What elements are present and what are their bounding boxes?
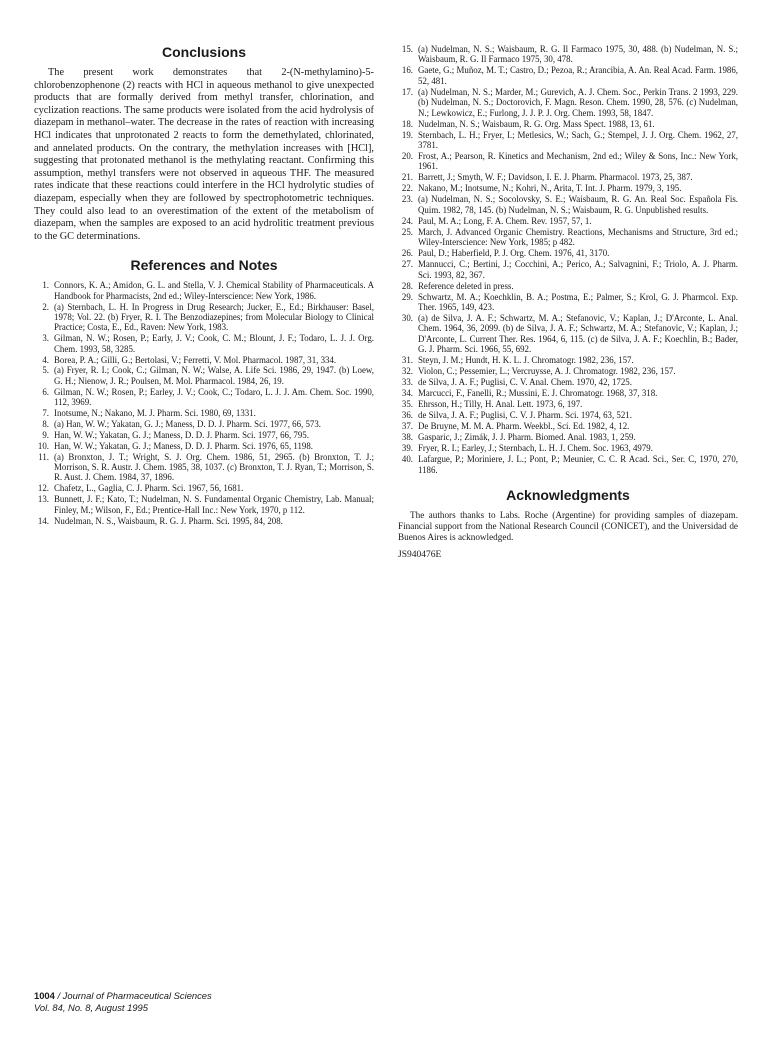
reference-item [398, 292, 738, 313]
reference-text: Lafargue, P.; Moriniere, J. L.; Pont, P.; Meunier, C. C. R Acad. Sci., Ser. C, 1970, 270, 1186. [418, 454, 738, 475]
reference-number: 15. [401, 44, 413, 54]
reference-item [398, 443, 738, 453]
reference-text: Han, W. W.; Yakatan, G. J.; Maness, D. D. J. Pharm. Sci. 1976, 65, 1198. [54, 440, 314, 451]
reference-text: Barrett, J.; Smyth, W. F.; Davidson, I. E. J. Pharm. Pharmacol. 1973, 25, 387. [418, 172, 693, 183]
reference-text: Ehrsson, H.; Tilly, H. Anal. Lett. 1973, 6, 197. [418, 399, 583, 410]
reference-number: 2. [42, 301, 49, 312]
reference-number: 18. [401, 118, 413, 129]
reference-text: Connors, K. A.; Amidon, G. L. and Stella, V. J. Chemical Stability of Pharmaceuticals. A Handbook for Pharmacists, 2nd ed.; Wiley-Interscience: New York, 1986. [54, 280, 374, 301]
reference-item [398, 281, 738, 291]
reference-number: 19. [401, 129, 413, 140]
reference-number: 4. [42, 354, 49, 365]
journal-issue: Vol. 84, No. 8, August 1995 [34, 1001, 148, 1013]
conclusions-text: The present work demonstrates that 2-(N-methylamino)-5-chlorobenzophenone (2) reacts with HCl in aqueous methanol to give unexpected products that are formally derived from methyl transfer, chlorination, and cyclization reactions. The same products were isolated from the acid hydrolysis of diazepam in methanol–water. The decrease in the rates of reaction with increasing HCl indicates that unprotonated 2 reacts to form the demethylated, chlorinated, and annelated products. On the contrary, the methylation increases with [HCl], suggesting that protonated methanol is the methylating reactant. Confirming this assumption, methyl transfers were not observed in aqueous THF. The measured rates indicate that these reactions could interfere in the HCl hydrolytic studies of diazepam, especially when they are followed by spectrophotometric techniques. They could also lead to an overestimation of the extent of the metabolism of diazepam, when the samples are exposed to an acid hydrolitic treatment previous to the GC determinations. [34, 67, 374, 242]
reference-number: 17. [401, 86, 413, 97]
reference-item [398, 44, 738, 65]
references-heading: References and Notes [130, 257, 278, 274]
reference-item [34, 452, 374, 483]
reference-text: De Bruyne, M. M. A. Pharm. Weekbl., Sci. Ed. 1982, 4, 12. [418, 421, 630, 432]
reference-text: (a) Han, W. W.; Yakatan, G. J.; Maness, D. D. J. Pharm. Sci. 1977, 66, 573. [54, 418, 321, 429]
page-footer [34, 990, 212, 1013]
reference-text: Gasparic, J.; Zimák, J. J. Pharm. Biomed. Anal. 1983, 1, 259. [418, 432, 636, 443]
reference-number: 23. [401, 194, 413, 205]
reference-item [398, 194, 738, 215]
reference-item [398, 227, 738, 248]
reference-text: Fryer, R. I.; Earley, J.; Sternbach, L. H. J. Chem. Soc. 1963, 4979. [418, 443, 653, 454]
references-list-right [398, 44, 738, 475]
reference-item [398, 454, 738, 475]
reference-text: Han, W. W.; Yakatan, G. J.; Maness, D. D. J. Pharm. Sci. 1977, 66, 795. [54, 429, 309, 440]
reference-number: 38. [401, 432, 413, 443]
reference-text: Nudelman, N. S., Waisbaum, R. G. J. Pharm. Sci. 1995, 84, 208. [54, 515, 283, 526]
reference-item [34, 419, 374, 429]
reference-item [34, 333, 374, 354]
reference-text: Gaete, G.; Muñoz, M. T.; Castro, D.; Pezoa, R.; Arancibia, A. An. Real Acad. Farm. 1986, 52, 481. [418, 65, 738, 86]
reference-item [34, 430, 374, 440]
reference-item [398, 248, 738, 258]
reference-text: de Silva, J. A. F.; Puglisi, C. V. Anal. Chem. 1970, 42, 1725. [418, 377, 632, 388]
reference-item [34, 483, 374, 493]
reference-number: 14. [37, 515, 49, 526]
reference-number: 13. [37, 494, 49, 505]
reference-item [398, 151, 738, 172]
reference-item [34, 494, 374, 515]
reference-item [398, 399, 738, 409]
reference-text: Bunnett, J. F.; Kato, T.; Nudelman, N. S. Fundamental Organic Chemistry, Lab. Manual; Finley, M.; Wilson, F., Ed.; Prentice-Hall Inc.: New York, 1970, p 112. [54, 494, 374, 515]
reference-item [398, 216, 738, 226]
acknowledgments-heading: Acknowledgments [506, 487, 630, 504]
right-column [398, 44, 738, 560]
reference-number: 27. [401, 259, 413, 270]
reference-item [398, 183, 738, 193]
reference-number: 11. [38, 451, 49, 462]
reference-text: Gilman, N. W.; Rosen, P.; Early, J. V.; Cook, C. M.; Blount, J. F.; Todaro, L. J. J. Org. Chem. 1993, 58, 3285. [54, 333, 374, 354]
reference-number: 10. [37, 440, 49, 451]
reference-item [398, 259, 738, 280]
reference-number: 7. [42, 408, 49, 418]
reference-item [398, 119, 738, 129]
reference-number: 30. [401, 313, 413, 324]
reference-number: 26. [401, 248, 413, 259]
reference-number: 32. [401, 366, 413, 377]
reference-number: 34. [401, 388, 413, 399]
reference-text: Inotsume, N.; Nakano, M. J. Pharm. Sci. 1980, 69, 1331. [54, 408, 256, 418]
reference-item [398, 355, 738, 365]
reference-text: March, J. Advanced Organic Chemistry. Reactions, Mechanisms and Structure, 3rd ed.; Wiley-Interscience: New York, 1985; p 482. [418, 226, 738, 248]
reference-text: Paul, D.; Haberfield, P. J. Org. Chem. 1976, 41, 3170. [418, 248, 610, 259]
reference-item [398, 313, 738, 355]
reference-number: 35. [401, 399, 413, 410]
reference-text: (a) de Silva, J. A. F.; Schwartz, M. A.; Stefanovic, V.; Kaplan, J.; D'Arconte, L. Anal. Chem. 1964, 36, 2099. (b) de Silva, J. A. F.; Schwartz, M. A.; Stefanovic, V.; Kaplan, J.; D'Arconte, L. Current Ther. Res. 1964, 6, 115. (c) de Silva, J. A. F.; Koechlin, B.; Bader, G. J. Pharm. Sci. 1966, 55, 692. [418, 313, 738, 355]
reference-text: Gilman, N. W.; Rosen, P.; Earley, J. V.; Cook, C.; Todaro, L. J. J. Am. Chem. Soc. 1990, 112, 3969. [54, 386, 374, 408]
reference-number: 21. [401, 172, 413, 183]
reference-number: 12. [37, 483, 49, 494]
reference-number: 24. [401, 215, 413, 226]
reference-number: 40. [401, 454, 413, 465]
reference-item [34, 365, 374, 386]
reference-item [34, 355, 374, 365]
journal-name: / Journal of Pharmaceutical Sciences [54, 990, 212, 1001]
reference-item [398, 432, 738, 442]
reference-number: 3. [42, 333, 49, 344]
reference-number: 6. [42, 386, 49, 397]
reference-text: Schwartz, M. A.; Koechklin, B. A.; Postma, E.; Palmer, S.; Krol, G. J. Pharmcol. Exp. Ther. 1965, 149, 423. [418, 291, 738, 313]
reference-item [34, 516, 374, 526]
manuscript-code: JS940476E [398, 550, 442, 561]
reference-number: 5. [42, 365, 49, 376]
reference-text: (a) Sternbach, L. H. In Progress in Drug Research; Jucker, E., Ed.; Birkhauser: Basel, 1978; Vol. 22. (b) Fryer, R. I. The Benzodiazepines; from Molecular Biology to Clinical Practice; Costa, E., Ed., Raven: New York, 1983. [54, 301, 374, 333]
reference-text: Steyn, J. M.; Hundt, H. K. L. J. Chromatogr. 1982, 236, 157. [418, 355, 634, 366]
reference-text: Marcucci, F., Fanelli, R.; Mussini, E. J. Chromatogr. 1968, 37, 318. [418, 388, 658, 399]
references-list-left [34, 280, 374, 526]
reference-text: Nakano, M.; Inotsume, N.; Kohri, N., Arita, T. Int. J. Pharm. 1979, 3, 195. [418, 183, 682, 194]
reference-number: 9. [42, 429, 49, 440]
reference-number: 39. [401, 443, 413, 454]
conclusions-heading: Conclusions [161, 44, 246, 60]
reference-text: Mannucci, C.; Bertini, J.; Cocchini, A.; Perico, A.; Salvagnini, F.; Triolo, A. J. Pharm. Sci. 1993, 82, 367. [418, 259, 738, 280]
reference-item [34, 302, 374, 333]
reference-number: 37. [401, 421, 413, 432]
reference-text: (a) Fryer, R. I.; Cook, C.; Gilman, N. W.; Walse, A. Life Sci. 1986, 29, 1947. (b) Loew, G. H.; Nienow, J. R.; Poulsen, M. Mol. Pharmacol. 1984, 26, 19. [54, 365, 374, 386]
acknowledgments-text: The authors thanks to Labs. Roche (Argentine) for providing samples of diazepam. Financial support from the National Research Council (CONICET), and the Universidad de Buenos Aires is acknowledged. [398, 510, 738, 543]
reference-item [398, 421, 738, 431]
reference-text: Nudelman, N. S.; Waisbaum, R. G. Org. Mass Spect. 1988, 13, 61. [418, 118, 655, 129]
reference-number: 25. [401, 226, 413, 237]
reference-number: 28. [401, 280, 413, 291]
reference-text: Borea, P. A.; Gilli, G.; Bertolasi, V.; Ferretti, V. Mol. Pharmacol. 1987, 31, 334. [54, 354, 337, 365]
reference-text: de Silva, J. A. F.; Puglisi, C. V. J. Pharm. Sci. 1974, 63, 521. [418, 410, 632, 421]
reference-item [34, 441, 374, 451]
reference-item [398, 65, 738, 86]
reference-item [398, 366, 738, 376]
footer-line-1 [34, 990, 212, 1002]
reference-item [398, 388, 738, 398]
reference-item [34, 387, 374, 408]
reference-text: (a) Bronxton, J. T.; Wright, S. J. Org. Chem. 1986, 51, 2965. (b) Bronxton, T. J.; Morrison, S. R. Austr. J. Chem. 1985, 38, 1037. (c) Bronxton, T. J. Ryan, T.; Morrison, S. R. Aust. J. Chem. 1984, 37, 1896. [54, 451, 374, 483]
reference-text: Chafetz, L., Gaglia, C. J. Pharm. Sci. 1967, 56, 1681. [54, 483, 244, 494]
reference-text: (a) Nudelman, N. S.; Marder, M.; Gurevich, A. J. Chem. Soc., Perkin Trans. 2 1993, 229. (b) Nudelman, N. S.; Doctorovich, F. Magn. Reson. Chem. 1990, 28, 576. (c) Nudelman, N.; Lewkowicz, E.; Furlong, J. J. P. J. Org. Chem. 1993, 58, 1847. [418, 86, 738, 118]
reference-text: (a) Nudelman, N. S.; Waisbaum, R. G. Il Farmaco 1975, 30, 488. (b) Nudelman, N. S.; Waisbaum, R. G. Il Farmaco 1975, 30, 478. [418, 44, 738, 65]
reference-text: Sternbach, L. H.; Fryer, I.; Metlesics, W.; Sach, G.; Stempel, J. J. Org. Chem. 1962, 27, 3781. [418, 129, 738, 151]
reference-number: 1. [42, 280, 49, 291]
reference-text: (a) Nudelman, N. S.; Socolovsky, S. E.; Waisbaum, R. G. An. Real Soc. Española Fis. Quim. 1982, 78, 145. (b) Nudelman, N. S.; Waisbaum, R. G. Unpublished results. [418, 194, 738, 215]
reference-number: 22. [401, 183, 413, 194]
reference-item [398, 410, 738, 420]
left-column [34, 44, 374, 527]
reference-item [398, 377, 738, 387]
reference-number: 31. [401, 355, 413, 366]
reference-item [398, 130, 738, 151]
reference-item [34, 408, 374, 418]
reference-number: 36. [401, 410, 413, 421]
reference-item [398, 172, 738, 182]
reference-text: Frost, A.; Pearson, R. Kinetics and Mechanism, 2nd ed.; Wiley & Sons, Inc.: New York, 1961. [418, 151, 738, 172]
reference-item [34, 280, 374, 301]
page-number: 1004 [34, 990, 55, 1001]
reference-text: Violon, C.; Pessemier, L.; Vercruysse, A. J. Chromatogr. 1982, 236, 157. [418, 366, 676, 377]
reference-text: Reference deleted in press. [418, 280, 514, 291]
reference-item [398, 87, 738, 118]
reference-text: Paul, M. A.; Long, F. A. Chem. Rev. 1957, 57, 1. [418, 215, 592, 226]
reference-number: 29. [401, 291, 413, 302]
reference-number: 16. [401, 65, 413, 76]
reference-number: 33. [401, 377, 413, 388]
reference-number: 8. [42, 418, 49, 429]
reference-number: 20. [401, 151, 413, 162]
